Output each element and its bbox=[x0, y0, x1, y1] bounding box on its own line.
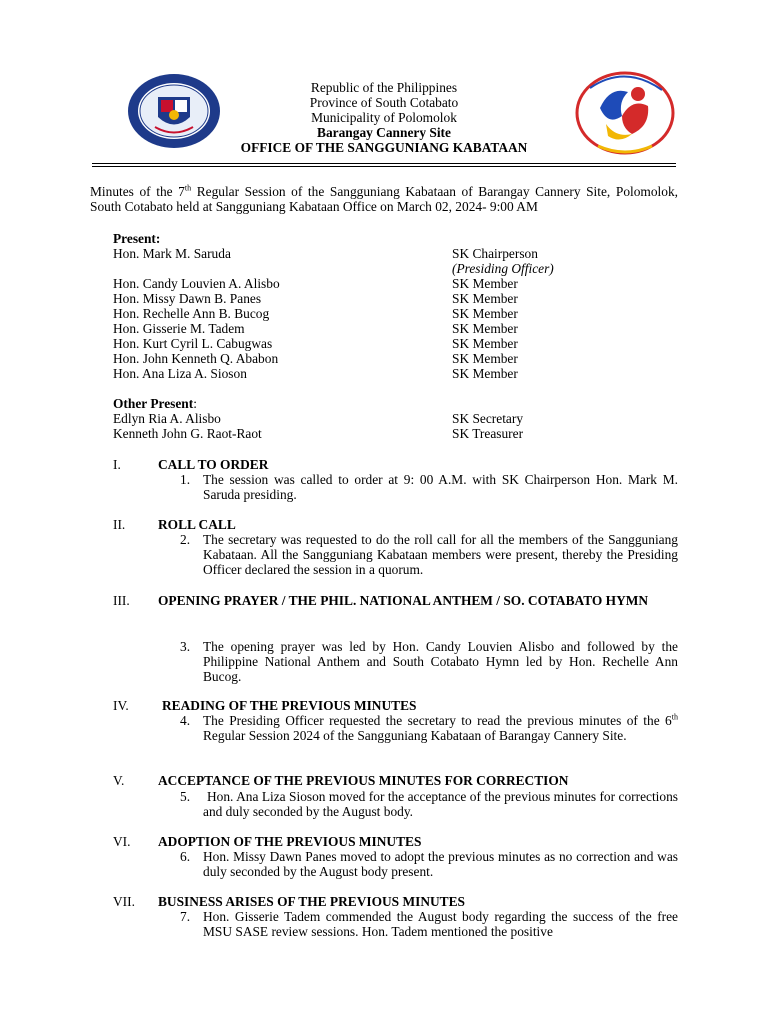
item-text: Hon. Missy Dawn Panes moved to adopt the previous minutes as no correction and was duly seconded by the August body present. bbox=[203, 849, 678, 879]
attendee-role: SK Member bbox=[452, 321, 518, 336]
section-title: READING OF THE PREVIOUS MINUTES bbox=[162, 698, 417, 713]
intro-sup: th bbox=[184, 183, 192, 193]
section-number: V. bbox=[113, 773, 125, 788]
section-number: VI. bbox=[113, 834, 131, 849]
section-number: III. bbox=[113, 593, 130, 608]
attendee-row bbox=[113, 366, 673, 381]
item-number: 4. bbox=[180, 713, 191, 728]
header-line-republic: Republic of the Philippines bbox=[310, 80, 458, 95]
attendee-name: Edlyn Ria A. Alisbo bbox=[113, 411, 221, 426]
letterhead bbox=[0, 80, 768, 155]
attendee-name: Hon. Candy Louvien A. Alisbo bbox=[113, 276, 280, 291]
attendee-row bbox=[113, 411, 673, 426]
other-present-colon: : bbox=[193, 396, 197, 411]
attendee-row bbox=[113, 321, 673, 336]
item-text-part: The Presiding Officer requested the secretary to read the previous minutes of the 6 bbox=[203, 713, 672, 728]
item-text: The opening prayer was led by Hon. Candy Louvien Alisbo and followed by the Philippine National Anthem and South Cotabato Hymn led by Hon. Rechelle Ann Bucog. bbox=[203, 639, 678, 684]
attendee-name: Hon. John Kenneth Q. Ababon bbox=[113, 351, 279, 366]
attendee-name: Hon. Ana Liza A. Sioson bbox=[113, 366, 247, 381]
section-title: CALL TO ORDER bbox=[158, 457, 269, 472]
attendee-row bbox=[113, 336, 673, 351]
other-present-heading-text: Other Present bbox=[113, 396, 194, 411]
header-line-province: Province of South Cotabato bbox=[309, 95, 459, 110]
item-text: The session was called to order at 9: 00 A.M. with SK Chairperson Hon. Mark M. Saruda presiding. bbox=[203, 472, 678, 502]
section-title: ADOPTION OF THE PREVIOUS MINUTES bbox=[158, 834, 422, 849]
attendee-role: SK Member bbox=[452, 351, 518, 366]
section-title: ACCEPTANCE OF THE PREVIOUS MINUTES FOR CORRECTION bbox=[158, 773, 569, 788]
attendee-row bbox=[113, 261, 673, 276]
attendee-name: Kenneth John G. Raot-Raot bbox=[113, 426, 262, 441]
section-number: I. bbox=[113, 457, 121, 472]
item-number: 1. bbox=[180, 472, 191, 487]
attendee-role: SK Member bbox=[452, 366, 518, 381]
attendee-role: SK Treasurer bbox=[452, 426, 524, 441]
item-text: The secretary was requested to do the roll call for all the members of the Sangguniang Kabataan. All the Sangguniang Kabataan members were present, thereby the Presiding Officer declared the session in a quorum. bbox=[203, 532, 678, 577]
attendee-role: SK Chairperson bbox=[452, 246, 538, 261]
item-sup: th bbox=[671, 712, 678, 722]
attendee-row bbox=[113, 426, 673, 441]
section-title: OPENING PRAYER / THE PHIL. NATIONAL ANTHEM / SO. COTABATO HYMN bbox=[158, 593, 649, 608]
attendee-name: Hon. Rechelle Ann B. Bucog bbox=[113, 306, 270, 321]
intro-text-2: Regular Session of the Sangguniang Kabataan of Barangay Cannery Site, Polomolok, South Cotabato held at Sangguniang Kabataan Office on March 02, 2024- 9:00 AM bbox=[90, 184, 678, 214]
attendee-role: SK Secretary bbox=[452, 411, 524, 426]
present-list bbox=[113, 231, 673, 381]
header-divider bbox=[92, 163, 676, 164]
header-divider-2 bbox=[92, 166, 676, 167]
attendee-role: SK Member bbox=[452, 291, 518, 306]
item-number: 7. bbox=[180, 909, 191, 924]
item-number: 2. bbox=[180, 532, 191, 547]
attendee-name: Hon. Gisserie M. Tadem bbox=[113, 321, 245, 336]
item-text: Hon. Gisserie Tadem commended the August body regarding the success of the free MSU SASE review sessions. Hon. Tadem mentioned the positive bbox=[203, 909, 678, 939]
header-line-office: OFFICE OF THE SANGGUNIANG KABATAAN bbox=[240, 140, 528, 155]
intro-text-1: Minutes of the 7 bbox=[90, 184, 185, 199]
attendee-role: SK Member bbox=[452, 306, 518, 321]
header-line-municipality: Municipality of Polomolok bbox=[311, 110, 457, 125]
present-heading: Present: bbox=[113, 231, 161, 246]
attendee-row bbox=[113, 291, 673, 306]
section-number: VII. bbox=[113, 894, 135, 909]
attendee-role: SK Member bbox=[452, 336, 518, 351]
attendee-name: Hon. Missy Dawn B. Panes bbox=[113, 291, 262, 306]
attendee-name: Hon. Kurt Cyril L. Cabugwas bbox=[113, 336, 273, 351]
attendee-row bbox=[113, 276, 673, 291]
section-title: ROLL CALL bbox=[158, 517, 236, 532]
section-number: IV. bbox=[113, 698, 129, 713]
section-title: BUSINESS ARISES OF THE PREVIOUS MINUTES bbox=[158, 894, 465, 909]
intro-paragraph bbox=[90, 184, 678, 214]
item-text bbox=[203, 713, 678, 743]
attendee-row bbox=[113, 246, 673, 261]
section-number: II. bbox=[113, 517, 126, 532]
attendee-role: SK Member bbox=[452, 276, 518, 291]
attendee-name: Hon. Mark M. Saruda bbox=[113, 246, 231, 261]
item-text: Hon. Ana Liza Sioson moved for the acceptance of the previous minutes for corrections and duly seconded by the August body. bbox=[203, 789, 678, 819]
attendee-row bbox=[113, 306, 673, 321]
item-text-part: Regular Session 2024 of the Sangguniang Kabataan of Barangay Cannery Site. bbox=[203, 728, 627, 743]
item-number: 5. bbox=[180, 789, 191, 804]
other-present-list bbox=[113, 396, 673, 441]
item-number: 6. bbox=[180, 849, 191, 864]
other-present-heading bbox=[113, 396, 197, 411]
attendee-row bbox=[113, 351, 673, 366]
item-number: 3. bbox=[180, 639, 191, 654]
attendee-note: (Presiding Officer) bbox=[452, 261, 554, 276]
header-line-barangay: Barangay Cannery Site bbox=[317, 125, 451, 140]
